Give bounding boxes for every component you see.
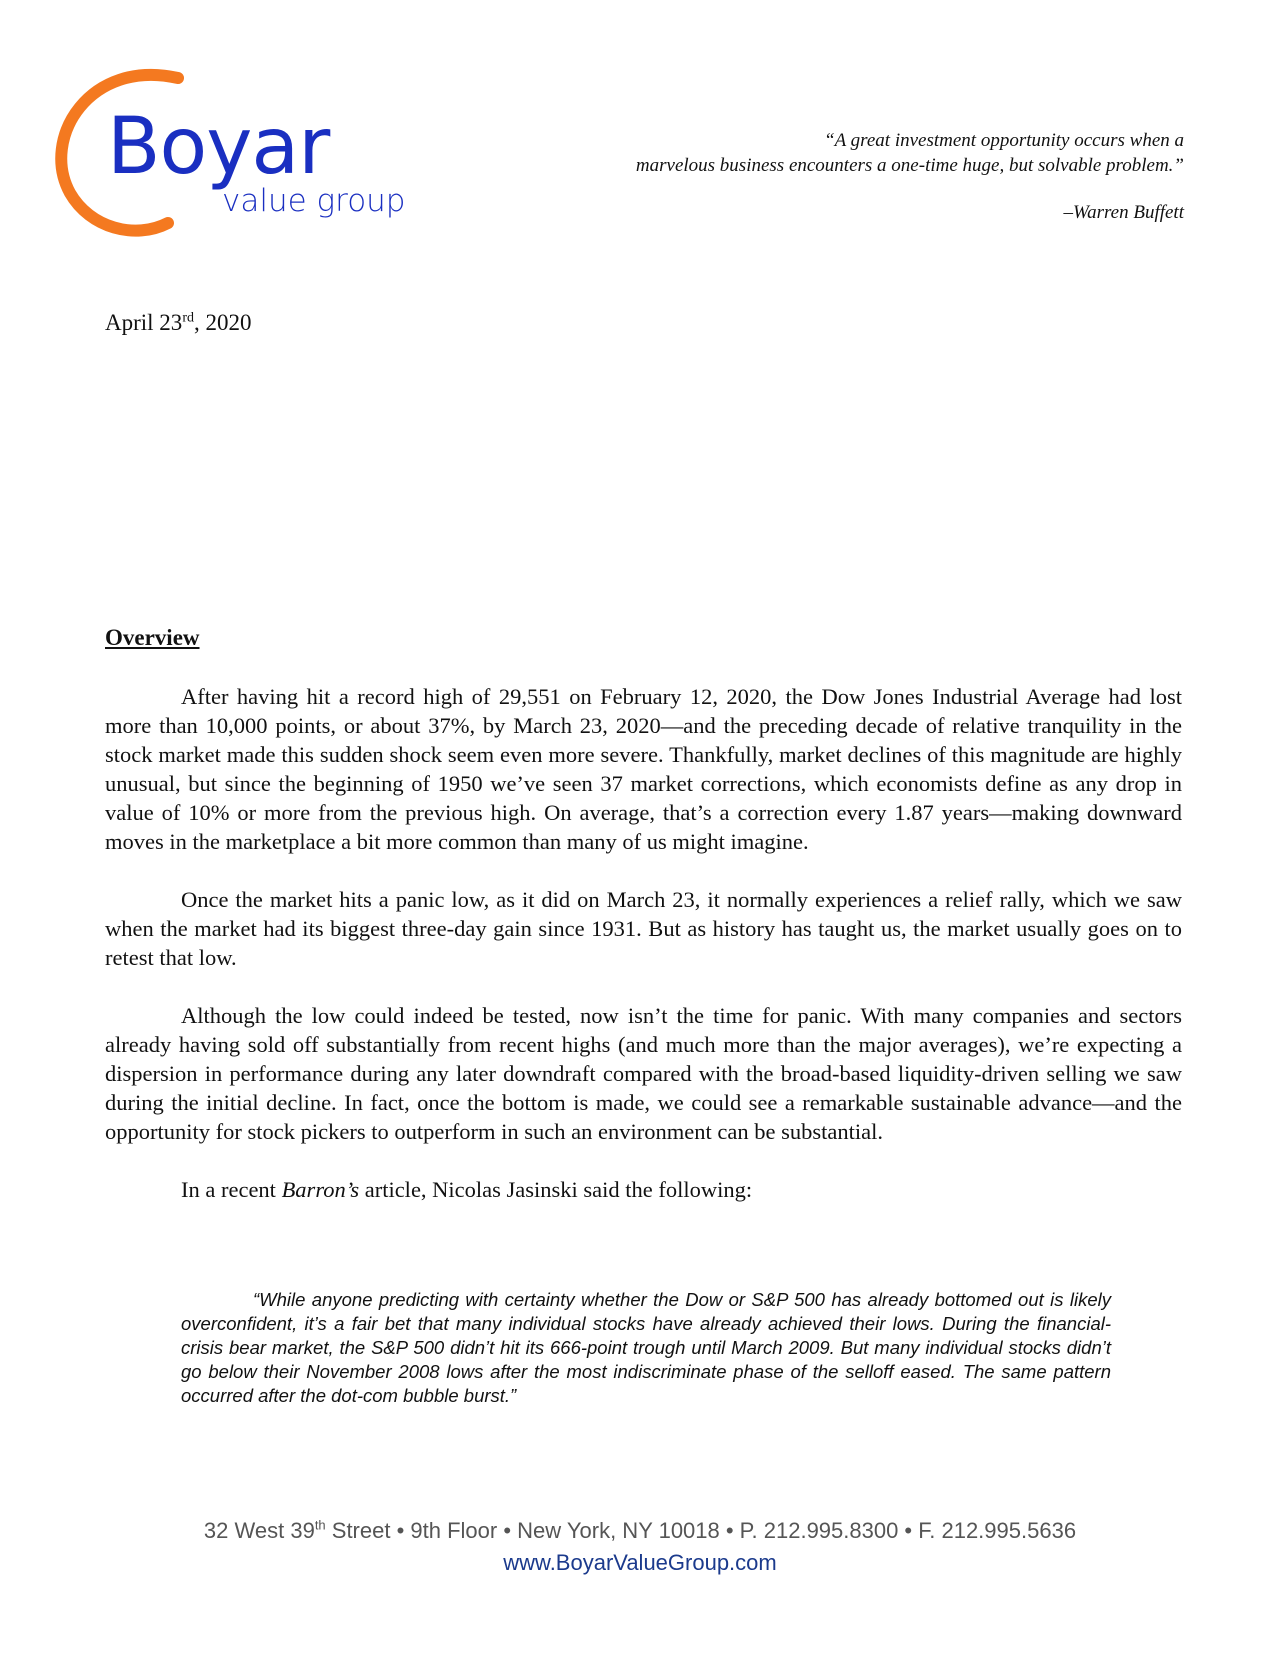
section-heading-overview: Overview xyxy=(105,625,200,650)
footer-address-rest: Street • 9th Floor • New York, NY 10018 • P. 212.995.8300 • F. 212.995.5636 xyxy=(325,1518,1077,1544)
paragraph-2: Once the market hits a panic low, as it did on March 23, it normally experiences a relief rally, which we saw when the market had its biggest three-day gain since 1931. But as history has taught us, the market usually goes on to retest that low. xyxy=(105,887,1182,970)
footer-address-ordinal: th xyxy=(314,1518,326,1533)
footer-address-start: 32 West 39 xyxy=(203,1518,315,1544)
date-year: , 2020 xyxy=(193,310,252,335)
logo-tagline: value group xyxy=(222,183,406,219)
date-month-day: April 23 xyxy=(105,310,183,335)
epigraph-line-2: marvelous business encounters a one-time huge, but solvable problem.” xyxy=(635,155,1184,176)
block-quote xyxy=(181,1288,1111,1408)
epigraph-quote xyxy=(544,128,1184,225)
block-quote-text: “While anyone predicting with certainty whether the Dow or S&P 500 has already bottomed out is likely overconfident, it’s a fair bet that many individual stocks have already achieved their lows. During the financial-crisis bear market, the S&P 500 didn’t hit its 666-point trough until March 2009. But many individual stocks didn’t go below their November 2008 lows after the most indiscriminate phase of the selloff eased. The same pattern occurred after the dot-com bubble burst.” xyxy=(181,1289,1111,1406)
quote-intro-after: article, Nicolas Jasinski said the following: xyxy=(359,1177,753,1202)
letter-date xyxy=(105,310,251,336)
epigraph-author: –Warren Buffett xyxy=(1063,202,1184,223)
paragraph-3: Although the low could indeed be tested, now isn’t the time for panic. With many companies and sectors already having sold off substantially from recent highs (and much more than the major averages), we’re expecting a dispersion in performance during any later downdraft compared with the broad-based liquidity-driven selling we saw during the initial decline. In fact, once the bottom is made, we could see a remarkable sustainable advance—and the opportunity for stock pickers to outperform in such an environment can be substantial. xyxy=(105,1003,1182,1144)
footer xyxy=(0,1510,1280,1579)
paragraph-1: After having hit a record high of 29,551 on February 12, 2020, the Dow Jones Industrial Average had lost more than 10,000 points, or about 37%, by March 23, 2020—and the preceding decade of relative tranquility in the stock market made this sudden shock seem even more severe. Thankfully, market declines of this magnitude are highly unusual, but since the beginning of 1950 we’ve seen 37 market corrections, which economists define as any drop in value of 10% or more from the previous high. On average, that’s a correction every 1.87 years—making downward moves in the marketplace a bit more common than many of us might imagine. xyxy=(105,684,1182,854)
epigraph-line-1: “A great investment opportunity occurs when a xyxy=(824,130,1184,151)
date-ordinal: rd xyxy=(182,310,194,326)
footer-website-link[interactable]: www.BoyarValueGroup.com xyxy=(503,1550,777,1576)
company-logo xyxy=(50,68,410,243)
publication-name: Barron’s xyxy=(281,1177,360,1202)
logo-wordmark: Boyar xyxy=(107,102,330,192)
footer-address xyxy=(204,1518,1076,1543)
quote-intro-before: In a recent xyxy=(181,1177,282,1202)
quote-intro xyxy=(105,1175,1182,1204)
overview-body xyxy=(105,682,1182,1218)
